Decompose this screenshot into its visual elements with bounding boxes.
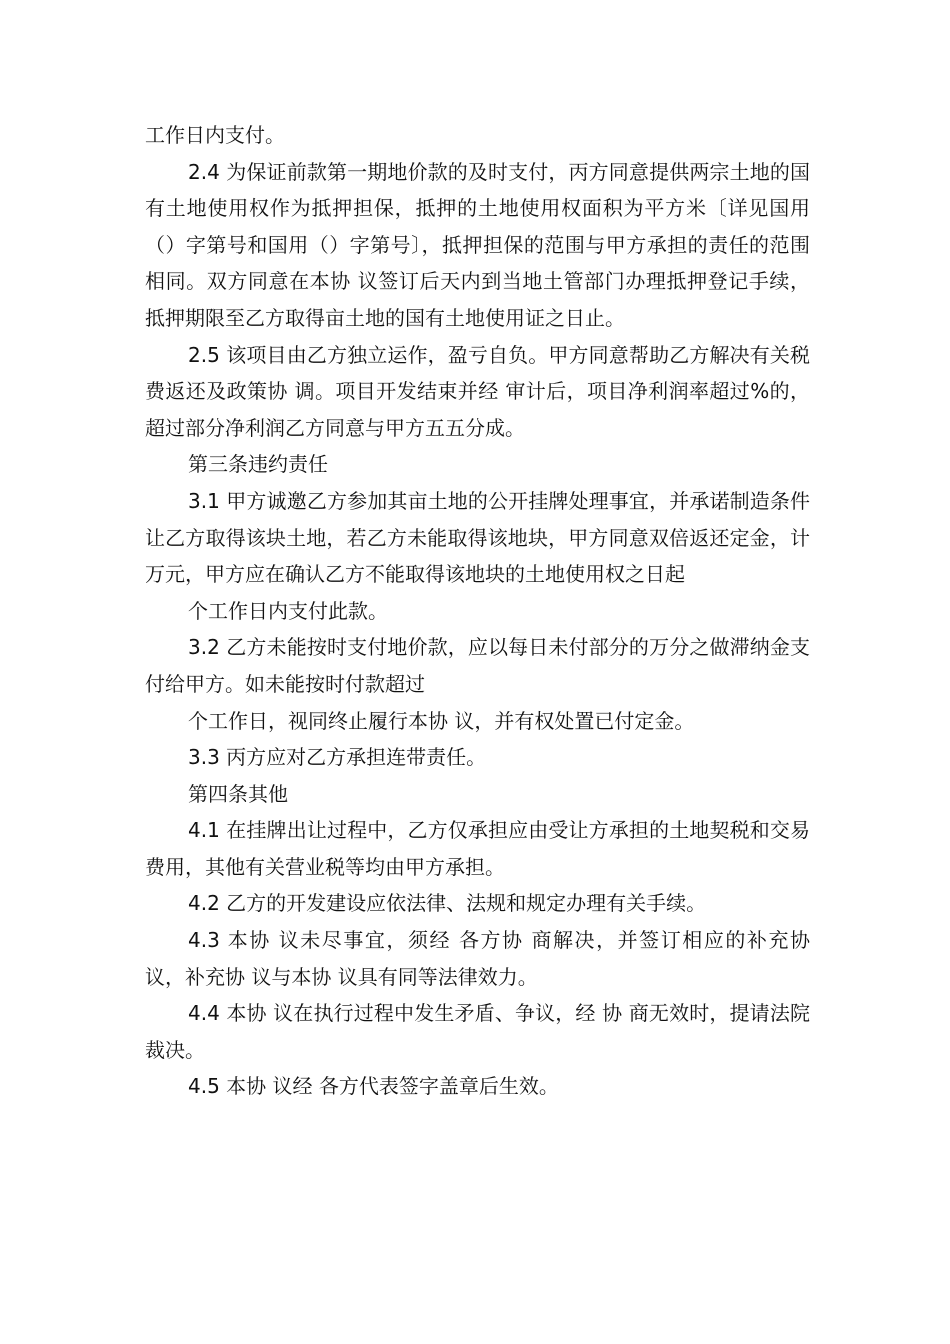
paragraph-3-2-continued: 个工作日，视同终止履行本协 议，并有权处置已付定金。 (188, 708, 695, 733)
paragraph-3-1: 3.1 甲方诚邀乙方参加其亩土地的公开挂牌处理事宜，并承诺制造条件让乙方取得该块土地，若乙方未能取得该地块，甲方同意双倍返还定金，计万元，甲方应在确认乙方不能取得该地块的土地使用权之日起 (145, 488, 810, 587)
paragraph-4-4: 4.4 本协 议在执行过程中发生矛盾、争议，经 协 商无效时，提请法院裁决。 (145, 1001, 810, 1062)
section-heading-article-3: 第三条违约责任 (188, 452, 328, 477)
paragraph-4-1: 4.1 在挂牌出让过程中，乙方仅承担应由受让方承担的土地契税和交易费用，其他有关营业税等均由甲方承担。 (145, 818, 810, 879)
paragraph-3-1-continued: 个工作日内支付此款。 (188, 598, 388, 623)
paragraph-continuation: 工作日内支付。 (145, 123, 285, 147)
paragraph-2-4: 2.4 为保证前款第一期地价款的及时支付，丙方同意提供两宗土地的国有土地使用权作为抵押担保，抵押的土地使用权面积为平方米〔详见国用（）字第号和国用（）字第号〕，抵押担保的范围与甲方承担的责任的范围相同。双方同意在本协 议签订后天内到当地土管部门办理抵押登记手续，抵押期限至乙方取得亩土地的国有土地使用证之日止。 (145, 159, 810, 330)
paragraph-4-3: 4.3 本协 议未尽事宜，须经 各方协 商解决，并签订相应的补充协 议，补充协 议与本协 议具有同等法律效力。 (145, 928, 810, 989)
paragraph-4-5: 4.5 本协 议经 各方代表签字盖章后生效。 (188, 1074, 559, 1099)
section-heading-article-4: 第四条其他 (188, 781, 288, 806)
paragraph-4-2: 4.2 乙方的开发建设应依法律、法规和规定办理有关手续。 (188, 891, 707, 916)
paragraph-2-5: 2.5 该项目由乙方独立运作，盈亏自负。甲方同意帮助乙方解决有关税费返还及政策协 调。项目开发结束并经 审计后，项目净利润率超过%的，超过部分净利润乙方同意与甲方五五分成。 (145, 342, 810, 440)
document-body (145, 117, 810, 1105)
paragraph-3-2: 3.2 乙方未能按时支付地价款，应以每日未付部分的万分之做滞纳金支付给甲方。如未能按时付款超过 (145, 635, 810, 696)
paragraph-3-3: 3.3 丙方应对乙方承担连带责任。 (188, 745, 487, 770)
